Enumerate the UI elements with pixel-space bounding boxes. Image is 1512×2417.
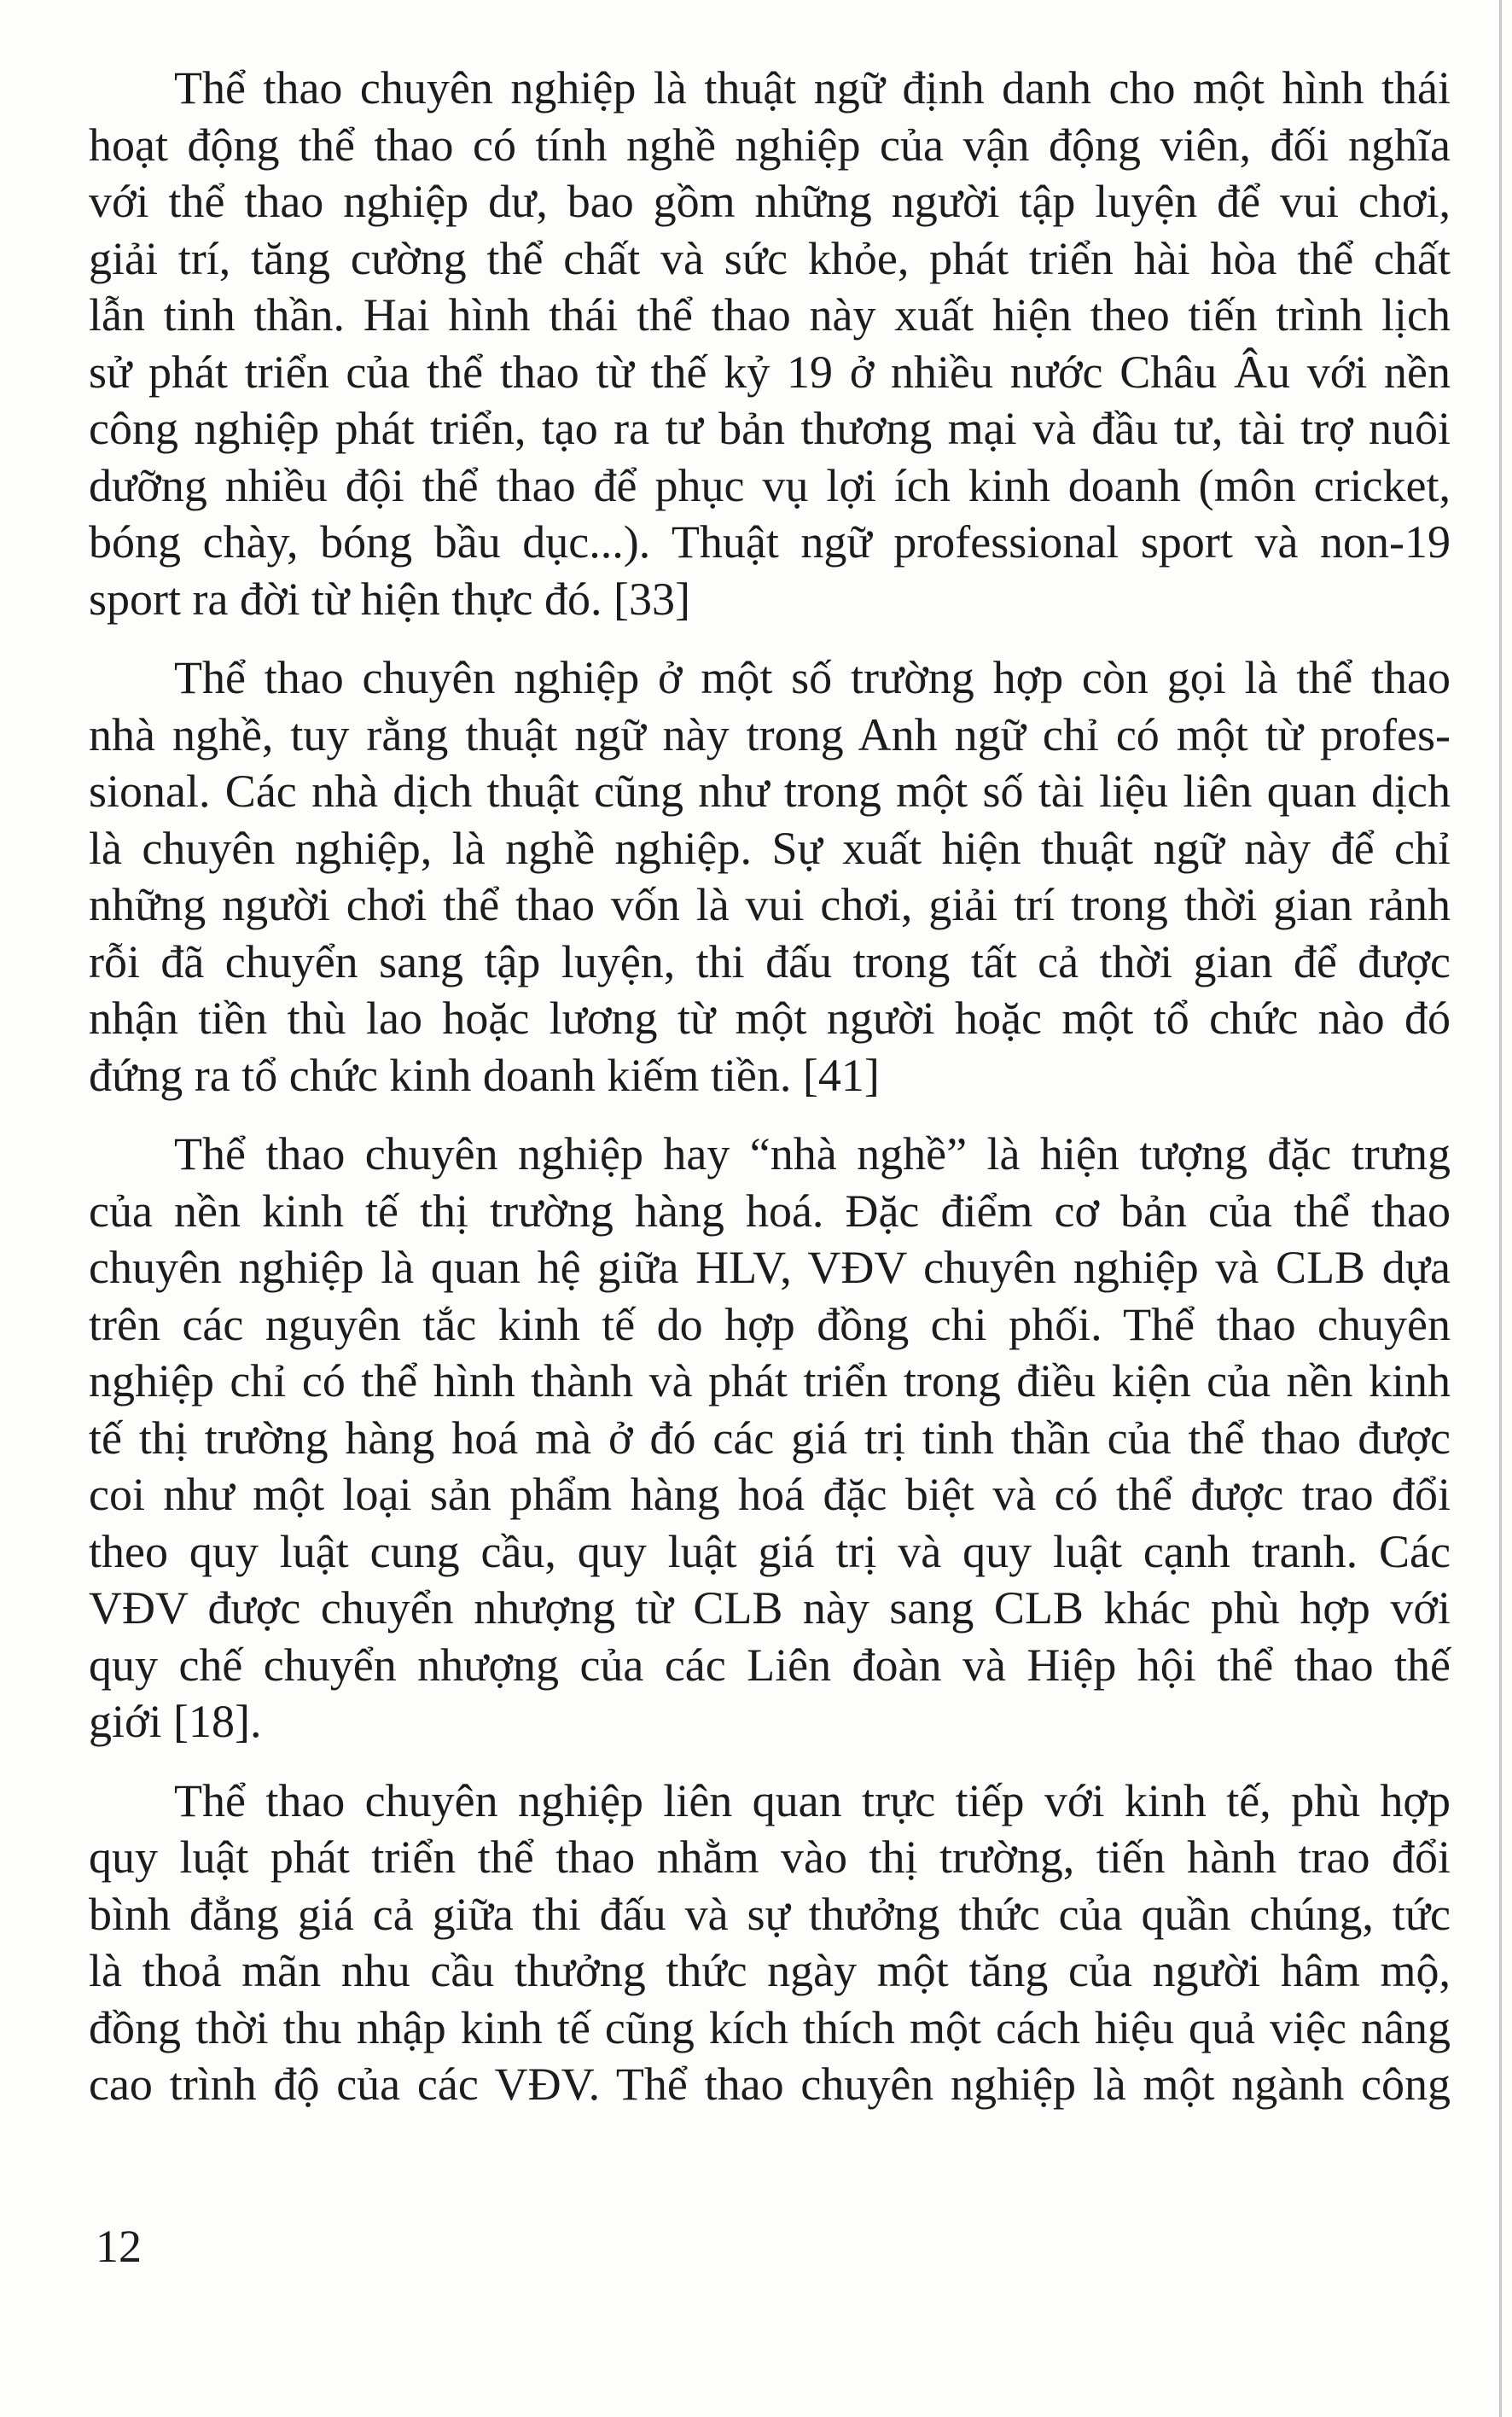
text-line: hoạt động thể thao có tính nghề nghiệp của vận động viên, đối nghĩa (89, 119, 1451, 171)
text-line: Thể thao chuyên nghiệp hay “nhà nghề” là hiện tượng đặc trưng (174, 1128, 1451, 1179)
body-text (89, 60, 1451, 2135)
text-line: bóng chày, bóng bầu dục...). Thuật ngữ professional sport và non-19 (89, 516, 1451, 568)
text-line: với thể thao nghiệp dư, bao gồm những người tập luyện để vui chơi, (89, 176, 1451, 227)
text-line: giải trí, tăng cường thể chất và sức khỏe, phát triển hài hòa thể chất (89, 232, 1451, 284)
text-line: sional. Các nhà dịch thuật cũng như trong một số tài liệu liên quan dịch (89, 766, 1451, 817)
text-line: dưỡng nhiều đội thể thao để phục vụ lợi ích kinh doanh (môn cricket, (89, 459, 1451, 511)
text-line: trên các nguyên tắc kinh tế do hợp đồng chi phối. Thể thao chuyên (89, 1298, 1451, 1350)
page-number: 12 (96, 2221, 142, 2272)
text-line: tế thị trường hàng hoá mà ở đó các giá trị tinh thần của thể thao được (89, 1412, 1451, 1464)
paragraph-2 (89, 649, 1451, 1104)
text-line: là thoả mãn nhu cầu thưởng thức ngày một tăng của người hâm mộ, (89, 1945, 1451, 1996)
text-line: nhận tiền thù lao hoặc lương từ một người hoặc một tổ chức nào đó (89, 993, 1451, 1044)
text-line: đứng ra tổ chức kinh doanh kiếm tiền. [41] (89, 1049, 880, 1101)
text-line: của nền kinh tế thị trường hàng hoá. Đặc điểm cơ bản của thể thao (89, 1185, 1451, 1237)
text-line: quy chế chuyển nhượng của các Liên đoàn và Hiệp hội thể thao thế (89, 1639, 1451, 1691)
text-line: giới [18]. (89, 1696, 262, 1747)
text-line: sport ra đời từ hiện thực đó. [33] (89, 573, 690, 625)
text-line: Thể thao chuyên nghiệp là thuật ngữ định danh cho một hình thái (174, 62, 1451, 114)
text-line: những người chơi thể thao vốn là vui chơi, giải trí trong thời gian rảnh (89, 879, 1451, 930)
text-line: Thể thao chuyên nghiệp liên quan trực tiếp với kinh tế, phù hợp (174, 1774, 1451, 1826)
text-line: rỗi đã chuyển sang tập luyện, thi đấu trong tất cả thời gian để được (89, 935, 1451, 987)
paragraph-1 (89, 60, 1451, 627)
text-line: coi như một loại sản phẩm hàng hoá đặc biệt và có thể được trao đổi (89, 1469, 1451, 1520)
text-line: lẫn tinh thần. Hai hình thái thể thao này xuất hiện theo tiến trình lịch (89, 289, 1451, 341)
paragraph-4 (89, 1773, 1451, 2113)
text-line: quy luật phát triển thể thao nhằm vào thị trường, tiến hành trao đổi (89, 1832, 1451, 1883)
text-line: nhà nghề, tuy rằng thuật ngữ này trong Anh ngữ chỉ có một từ profes- (89, 708, 1451, 760)
text-line: nghiệp chỉ có thể hình thành và phát triển trong điều kiện của nền kinh (89, 1355, 1451, 1407)
text-line: theo quy luật cung cầu, quy luật giá trị và quy luật cạnh tranh. Các (89, 1525, 1451, 1577)
page-edge-divider (1499, 0, 1502, 2417)
text-line: cao trình độ của các VĐV. Thể thao chuyên nghiệp là một ngành công (89, 2059, 1451, 2110)
paragraph-3 (89, 1126, 1451, 1750)
text-line: Thể thao chuyên nghiệp ở một số trường hợp còn gọi là thể thao (174, 652, 1451, 703)
text-line: công nghiệp phát triển, tạo ra tư bản thương mại và đầu tư, tài trợ nuôi (89, 403, 1451, 454)
text-line: là chuyên nghiệp, là nghề nghiệp. Sự xuất hiện thuật ngữ này để chỉ (89, 822, 1451, 874)
text-line: bình đẳng giá cả giữa thi đấu và sự thưởng thức của quần chúng, tức (89, 1888, 1451, 1940)
text-line: sử phát triển của thể thao từ thế kỷ 19 ở nhiều nước Châu Âu với nền (89, 346, 1451, 398)
text-line: chuyên nghiệp là quan hệ giữa HLV, VĐV chuyên nghiệp và CLB dựa (89, 1242, 1451, 1293)
text-line: đồng thời thu nhập kinh tế cũng kích thích một cách hiệu quả việc nâng (89, 2001, 1451, 2053)
text-line: VĐV được chuyển nhượng từ CLB này sang CLB khác phù hợp với (89, 1582, 1451, 1634)
